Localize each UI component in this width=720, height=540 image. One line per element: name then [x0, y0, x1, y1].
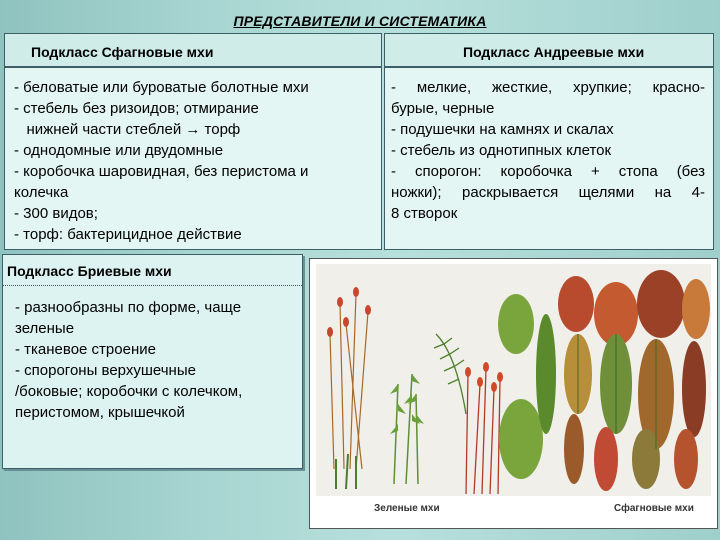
sphagnum-description	[14, 77, 380, 245]
caption-sphagnum-mosses: Сфагновые мхи	[614, 503, 694, 514]
andreaea-line: ножки); раскрывается щелями на 4-	[391, 184, 705, 201]
sphagnum-line: - коробочка шаровидная, без перистома и	[14, 163, 309, 180]
andreaea-line: бурые, черные	[391, 100, 495, 117]
moss-illustration	[316, 264, 711, 496]
bryopsida-divider	[2, 285, 302, 286]
bryopsida-line: зеленые	[15, 320, 75, 337]
sphagnum-line: колечка	[14, 184, 69, 201]
andreaea-line: - подушечки на камнях и скалах	[391, 121, 614, 138]
bryopsida-description	[15, 297, 300, 423]
andreaea-line: - стебель из однотипных клеток	[391, 142, 612, 159]
sphagnum-line: - однодомные или двудомные	[14, 142, 224, 159]
bryopsida-line: - тканевое строение	[15, 341, 156, 358]
bryopsida-line: /боковые; коробочки с колечком,	[15, 383, 243, 400]
sphagnum-header: Подкласс Сфагновые мхи	[4, 33, 382, 67]
bryopsida-line: - разнообразны по форме, чаще	[15, 299, 242, 316]
bryopsida-header: Подкласс Бриевые мхи	[7, 263, 172, 279]
sphagnum-line: нижней части стеблей → торф	[14, 121, 241, 138]
bryopsida-line: перистомом, крышечкой	[15, 404, 185, 421]
sphagnum-line: - стебель без ризоидов; отмирание	[14, 100, 259, 117]
andreaea-description	[391, 77, 705, 224]
andreaea-line: 8 створок	[391, 205, 458, 222]
page-title: ПРЕДСТАВИТЕЛИ И СИСТЕМАТИКА	[233, 13, 487, 29]
andreaea-line: - спорогон: коробочка + стопа (без	[391, 163, 705, 180]
bryopsida-line: - спорогоны верхушечные	[15, 362, 196, 379]
sphagnum-line: - 300 видов;	[14, 205, 98, 222]
caption-green-mosses: Зеленые мхи	[374, 503, 440, 514]
sphagnum-line: - беловатые или буроватые болотные мхи	[14, 79, 309, 96]
andreaea-line: - мелкие, жесткие, хрупкие; красно-	[391, 79, 705, 96]
andreaea-header: Подкласс Андреевые мхи	[384, 33, 714, 67]
sphagnum-line: - торф: бактерицидное действие	[14, 226, 242, 243]
